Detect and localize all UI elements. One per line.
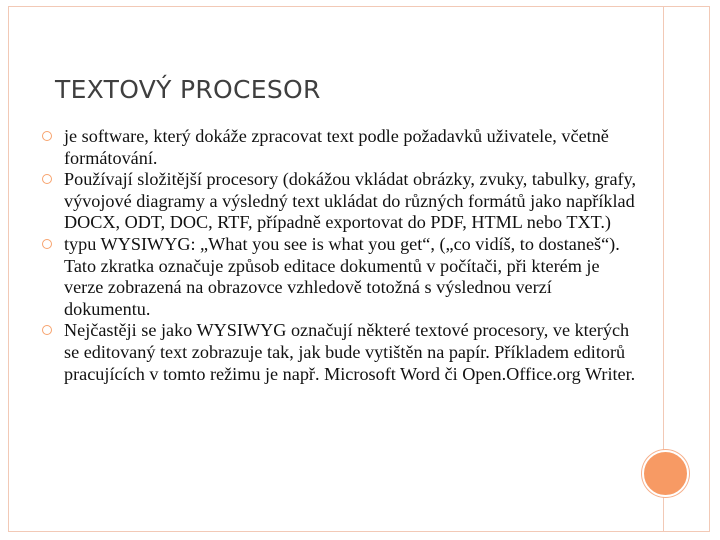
bullet-item [42,234,642,320]
bullet-circle-icon [42,239,52,249]
decorative-circle [642,450,689,497]
bullet-circle-icon [42,174,52,184]
slide-title: TEXTOVÝ PROCESOR [55,75,321,104]
bullet-text: Nejčastěji se jako WYSIWYG označují některé textové procesory, ve kterých se editovaný text zobrazuje tak, jak bude vytištěn na papír. Příkladem editorů pracujících v tomto režimu je např. Microsoft Word či Open.Office.org Writer. [64,320,636,384]
bullet-item [42,320,642,385]
bullet-text: Používají složitější procesory (dokážou vkládat obrázky, zvuky, tabulky, grafy, vývojové diagramy a výsledný text ukládat do různých formátů jako například DOCX, ODT, DOC, RTF, případně exportovat do PDF, HTML nebo TXT.) [64,169,637,233]
bullet-item [42,169,642,234]
bullet-text: typu WYSIWYG: „What you see is what you get“, („co vidíš, to dostaneš“). Tato zkratka označuje způsob editace dokumentů v počítači, při kterém je verze zobrazená na obrazovce vzhledově totožná s výslednou verzí dokumentu. [64,233,620,319]
bullet-circle-icon [42,325,52,335]
bullet-circle-icon [42,131,52,141]
bullet-text: je software, který dokáže zpracovat text podle požadavků uživatele, včetně formátování. [64,126,609,168]
bullet-item [42,126,642,169]
bullet-list [42,126,642,385]
